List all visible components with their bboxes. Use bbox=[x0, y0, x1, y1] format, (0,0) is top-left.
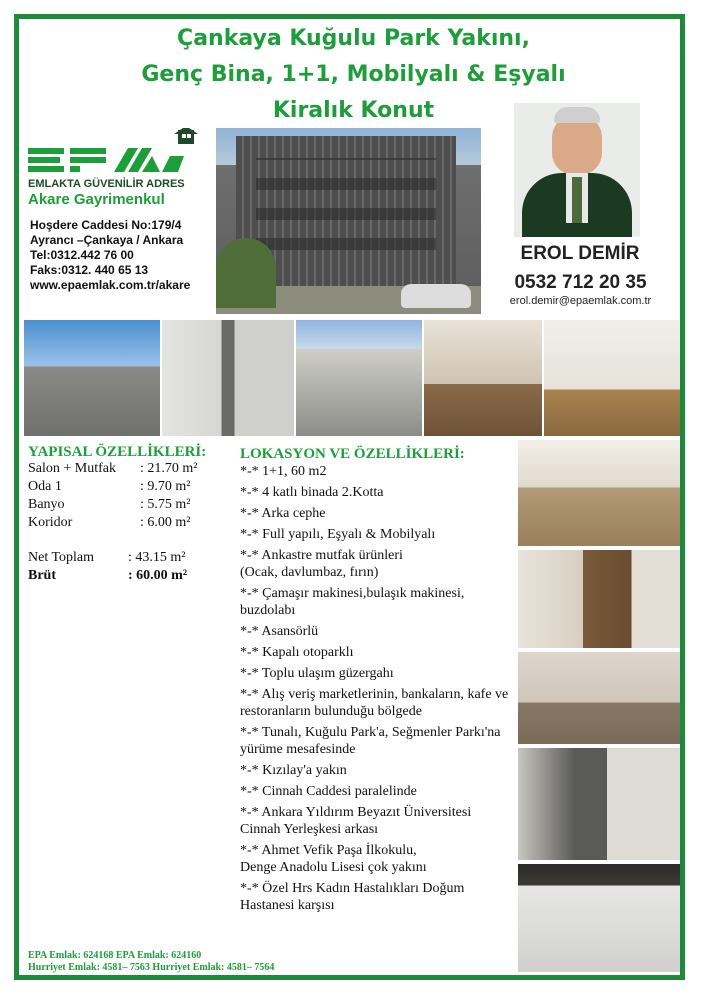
agent-photo bbox=[514, 103, 640, 237]
epa-logo bbox=[28, 128, 208, 220]
feature-item: *-* Alış veriş marketlerinin, bankaların, kafe ve restoranların bulunduğu bölgede bbox=[240, 687, 509, 719]
net-total-value: : 43.15 m² bbox=[128, 550, 186, 565]
bathroom-photo-2 bbox=[518, 864, 680, 972]
phone: Tel:0312.442 76 00 bbox=[30, 248, 134, 262]
feature-item: *-* 1+1, 60 m2 bbox=[240, 464, 327, 479]
title-line-2: Genç Bina, 1+1, Mobilyalı & Eşyalı bbox=[141, 62, 566, 87]
title-line-1: Çankaya Kuğulu Park Yakını, bbox=[177, 26, 530, 51]
feature-item: *-* Tunalı, Kuğulu Park'a, Seğmenler Parkı'na yürüme mesafesinde bbox=[240, 725, 501, 757]
feature-item: *-* Ankara Yıldırım Beyazıt Üniversitesi Cinnah Yerleşkesi arkası bbox=[240, 805, 472, 837]
structural-title: YAPISAL ÖZELLİKLERİ: bbox=[28, 444, 207, 460]
structural-label: Koridor bbox=[28, 515, 73, 530]
building-photo bbox=[216, 128, 481, 314]
agent-name: EROL DEMİR bbox=[520, 243, 640, 264]
structural-value: : 6.00 m² bbox=[140, 515, 191, 530]
footer-line-1: EPA Emlak: 624168 EPA Emlak: 624160 bbox=[28, 950, 202, 961]
feature-item: *-* Çamaşır makinesi,bulaşık makinesi, buzdolabı bbox=[240, 586, 465, 618]
address-line-1: Hoşdere Caddesi No:179/4 bbox=[30, 218, 182, 232]
feature-item: *-* Full yapılı, Eşyalı & Mobilyalı bbox=[240, 527, 436, 542]
structural-value: : 5.75 m² bbox=[140, 497, 191, 512]
office-contact bbox=[30, 218, 190, 293]
title-line-3: Kiralık Konut bbox=[272, 98, 435, 123]
feature-item: *-* Ankastre mutfak ürünleri (Ocak, davlumbaz, fırın) bbox=[240, 548, 403, 580]
kitchen-photo-2 bbox=[518, 440, 680, 546]
net-total-label: Net Toplam bbox=[28, 550, 95, 565]
bathroom-photo-1 bbox=[518, 748, 680, 860]
features-title: LOKASYON VE ÖZELLİKLERİ: bbox=[240, 446, 465, 462]
features-list bbox=[240, 463, 512, 918]
website: www.epaemlak.com.tr/akare bbox=[30, 278, 191, 292]
logo-office: Akare Gayrimenkul bbox=[28, 191, 165, 208]
address-line-2: Ayrancı –Çankaya / Ankara bbox=[30, 233, 184, 247]
feature-item: *-* 4 katlı binada 2.Kotta bbox=[240, 485, 384, 500]
logo-tagline: EMLAKTA GÜVENİLİR ADRES bbox=[28, 178, 185, 190]
feature-item: *-* Ahmet Vefik Paşa İlkokulu, Denge Anadolu Lisesi çok yakını bbox=[240, 843, 427, 875]
structural-label: Salon + Mutfak bbox=[28, 461, 116, 476]
exterior-photo-1 bbox=[24, 320, 160, 436]
gross-value: : 60.00 m² bbox=[128, 568, 188, 583]
feature-item: *-* Özel Hrs Kadın Hastalıkları Doğum Hastanesi karşısı bbox=[240, 881, 465, 913]
kitchen-photo-1 bbox=[544, 320, 680, 436]
footer-line-2: Hurriyet Emlak: 4581– 7563 Hurriyet Emlak: 4581– 7564 bbox=[28, 962, 275, 973]
gross-label: Brüt bbox=[28, 568, 56, 583]
exterior-photo-2 bbox=[162, 320, 294, 436]
feature-item: *-* Kızılay'a yakın bbox=[240, 763, 347, 778]
feature-item: *-* Kapalı otoparklı bbox=[240, 645, 354, 660]
feature-item: *-* Asansörlü bbox=[240, 624, 319, 639]
living-room-photo bbox=[424, 320, 542, 436]
exterior-photo-3 bbox=[296, 320, 422, 436]
bedroom-photo bbox=[518, 652, 680, 744]
structural-label: Banyo bbox=[28, 497, 65, 512]
feature-item: *-* Cinnah Caddesi paralelinde bbox=[240, 784, 417, 799]
structural-label: Oda 1 bbox=[28, 479, 62, 494]
structural-value: : 9.70 m² bbox=[140, 479, 191, 494]
agent-email: erol.demir@epaemlak.com.tr bbox=[509, 295, 652, 307]
structural-value: : 21.70 m² bbox=[140, 461, 198, 476]
fax: Faks:0312. 440 65 13 bbox=[30, 263, 149, 277]
feature-item: *-* Arka cephe bbox=[240, 506, 326, 521]
bedroom-closet-photo bbox=[518, 550, 680, 648]
structural-table bbox=[28, 461, 228, 591]
feature-item: *-* Toplu ulaşım güzergahı bbox=[240, 666, 394, 681]
agent-phone: 0532 712 20 35 bbox=[514, 272, 647, 293]
